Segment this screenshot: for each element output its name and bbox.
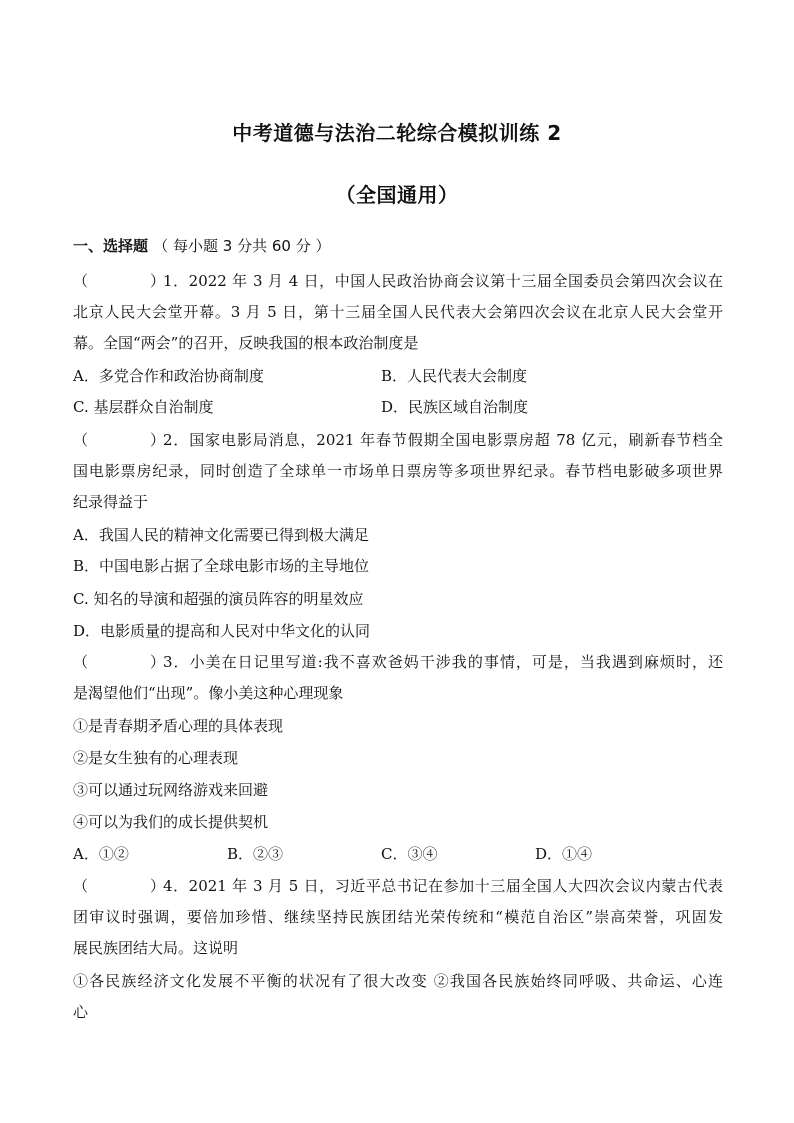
section-label: 一、选择题: [73, 237, 149, 255]
question-2-line-1: （ ）2．国家电影局消息，2021 年春节假期全国电影票房超 78 亿元，刷新春节档全: [73, 431, 723, 449]
question-3-item-1: ①是青春期矛盾心理的具体表现: [73, 717, 284, 735]
page-subtitle: （全国通用）: [335, 183, 459, 207]
question-1-line-2: 北京人民大会堂开幕。3 月 5 日，第十三届全国人民代表大会第四次会议在北京人民大会堂开: [73, 303, 723, 321]
question-4-line-2: 团审议时强调，要倍加珍惜、继续坚持民族团结光荣传统和“模范自治区”崇高荣誉，巩固发: [73, 908, 723, 926]
question-1-option-c: C. 基层群众自治制度: [73, 398, 214, 416]
question-1-option-d: D．民族区域自治制度: [381, 398, 529, 416]
section-note: （ 每小题 3 分共 60 分 ）: [153, 237, 331, 255]
question-3-option-d: D．①④: [535, 845, 593, 863]
section-heading: [73, 235, 331, 256]
question-2-option-d: D．电影质量的提高和人民对中华文化的认同: [73, 622, 371, 640]
question-2-option-c: C. 知名的导演和超强的演员阵容的明星效应: [73, 590, 364, 608]
question-2-option-b: B．中国电影占据了全球电影市场的主导地位: [73, 557, 370, 575]
question-1-line-1: （ ）1．2022 年 3 月 4 日，中国人民政治协商会议第十三届全国委员会第四次会议在: [73, 272, 723, 290]
question-2-line-2: 国电影票房纪录，同时创造了全球单一市场单日票房等多项世界纪录。春节档电影破多项世界: [73, 462, 723, 480]
question-3-option-c: C．③④: [381, 845, 438, 863]
question-3-option-a: A．①②: [73, 845, 129, 863]
answer-blank: （ ）: [73, 431, 166, 449]
question-4-line-5: 心: [73, 1003, 89, 1021]
question-4-line-3: 展民族团结大局。这说明: [73, 939, 239, 957]
question-3-line-1: （ ）3．小美在日记里写道:我不喜欢爸妈干涉我的事情，可是，当我遇到麻烦时，还: [73, 653, 723, 671]
question-4-line-4: ①各民族经济文化发展不平衡的状况有了很大改变 ②我国各民族始终同呼吸、共命运、心连: [73, 972, 723, 990]
question-2-line-3: 纪录得益于: [73, 493, 149, 511]
question-3-item-2: ②是女生独有的心理表现: [73, 749, 239, 767]
question-1-line-3: 幕。全国“两会”的召开，反映我国的根本政治制度是: [73, 334, 419, 352]
answer-blank: （ ）: [73, 653, 166, 671]
question-3-option-b: B．②③: [227, 845, 284, 863]
question-3-line-2: 是渴望他们“出现”。像小美这种心理现象: [73, 684, 344, 702]
page-title: 中考道德与法治二轮综合模拟训练 2: [232, 121, 562, 145]
question-4-line-1: （ ）4．2021 年 3 月 5 日，习近平总书记在参加十三届全国人大四次会议内蒙古代表: [73, 877, 723, 895]
question-3-item-3: ③可以通过玩网络游戏来回避: [73, 781, 269, 799]
question-2-option-a: A．我国人民的精神文化需要已得到极大满足: [73, 526, 369, 544]
answer-blank: （ ）: [73, 877, 166, 895]
question-1-option-b: B．人民代表大会制度: [381, 367, 528, 385]
answer-blank: （ ）: [73, 272, 166, 290]
question-1-option-a: A．多党合作和政治协商制度: [73, 367, 264, 385]
question-3-item-4: ④可以为我们的成长提供契机: [73, 813, 269, 831]
